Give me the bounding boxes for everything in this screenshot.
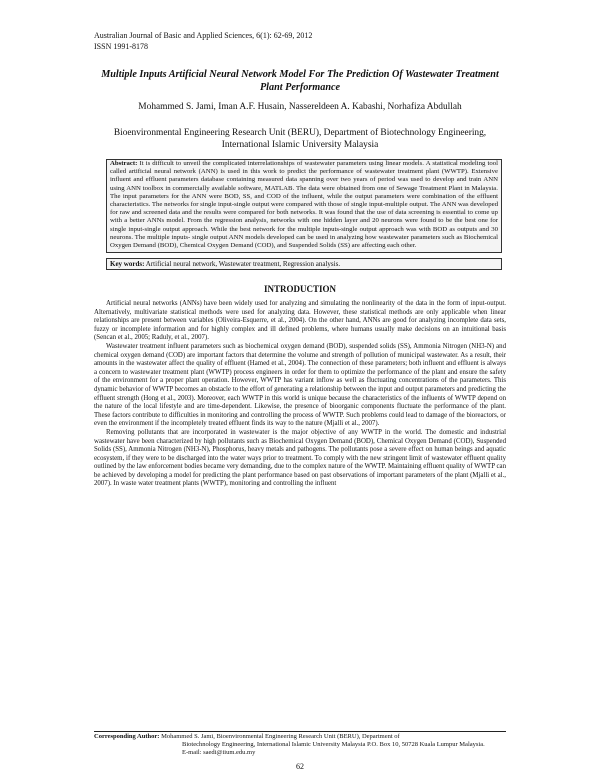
abstract-text: It is difficult to unveil the complicated interrelationships of wastewater parameters using linear models. A statistical modeling tool called artificial neural network (ANN) is used in this work to predict the performance of wastewater treatment plant (WWTP). Extensive influent and effluent parameters database containing measured data spanning over two years of period was used to develop and train ANN using ANN toolbox in commercially available software, MATLAB. The data were obtained from one of Sewage Treatment Plant in Malaysia. The input parameters for the ANN were BOD, SS, and COD of the influent, while the output parameters were combination of the effluent characteristics. The networks for single input-single output were compared with those of single input-multiple output. The ANN was developed for raw and screened data and the results were compared for both networks. It was found that the use of data screening is essential to come up with a better ANNs model. From the regression analysis, networks with one hidden layer and 20 neurons were found to be the best one for single input-single output approach. While the best network for the multiple inputs-single output approach was with BOD as outputs and 30 neurons. The multiple inputs- single output ANN models developed can be used in analyzing how wastewater parameters such as Biochemical Oxygen Demand (BOD), Chemical Oxygen Demand (COD), and Suspended Solids (SS) are affecting each other. bbox=[110, 160, 499, 250]
corresponding-author-name: Mohammed S. Jami, Bioenvironmental Engineering Research Unit (BERU), Department of bbox=[161, 733, 400, 740]
keywords-text: Artificial neural network, Wastewater treatment, Regression analysis. bbox=[145, 260, 341, 268]
authors: Mohammed S. Jami, Iman A.F. Husain, Nassereldeen A. Kabashi, Norhafiza Abdullah bbox=[138, 102, 462, 112]
section-heading-introduction: INTRODUCTION bbox=[263, 284, 336, 294]
page-number: 62 bbox=[296, 762, 304, 771]
abstract-box bbox=[106, 159, 502, 253]
introduction-body bbox=[94, 300, 506, 730]
keywords-label: Key words: bbox=[110, 260, 145, 268]
keywords-box bbox=[106, 258, 502, 270]
keywords bbox=[110, 259, 498, 269]
footnote-divider bbox=[94, 731, 506, 732]
issn: ISSN 1991-8178 bbox=[94, 42, 149, 51]
paper-title: Multiple Inputs Artificial Neural Network Model For The Prediction Of Wastewater Treatment Plant Performance bbox=[101, 69, 499, 93]
corresponding-author-email[interactable]: E-mail: saedi@iium.edu.my bbox=[182, 749, 256, 757]
corresponding-author bbox=[94, 733, 506, 758]
corresponding-author-address: Biotechnology Engineering, International Islamic University Malaysia P.O. Box 10, 50728 Kuala Lumpur Malaysia. bbox=[182, 741, 485, 749]
paragraph-3: Removing pollutants that are incorporated in wastewater is the major objective of any WWTP in the world. The domestic and industrial wastewater have been characterized by high pollutants such as Biochemical Oxygen Demand (BOD), Chemical Oxygen Demand (COD), Suspended Solids (SS), Ammonia Nitrogen (NH3-N), Phosphorus, heavy metals and pathogens. The pollutants pose a severe effect on human beings and aquatic ecosystem, if they were to be discharged into the water ways prior to treatment. To comply with the new stringent limit of wastewater effluent quality outlined by the law enforcement bodies became very demanding, due to the complex nature of the WWTP. Maintaining effluent quality of WWTP can be achieved by developing a model for predicting the plant performance based on past observations of important parameters of the plant (Mjalli et al., 2007). In waste water treatment plants (WWTP), monitoring and controlling the influent bbox=[94, 428, 506, 488]
abstract-label: Abstract: bbox=[110, 160, 138, 167]
affiliation: Bioenvironmental Engineering Research Unit (BERU), Department of Biotechnology Engineering, International Islamic University Malaysia bbox=[113, 128, 487, 150]
journal-citation: Australian Journal of Basic and Applied Sciences, 6(1): 62-69, 2012 bbox=[94, 31, 313, 40]
paragraph-1: Artificial neural networks (ANNs) have been widely used for analyzing and simulating the nonlinearity of the data in the form of input-output. Alternatively, multivariate statistical methods were used for analyzing data. However, these statistical methods are only applicable when linear relationships are present between variables (Oliveira-Esquerre, et al., 2004). On the other hand, ANNs are good for analyzing incomplete data sets, fuzzy or incomplete information and for highly complex and ill defined problems, where humans usually make decisions on an intuitional basis (Sencan et al., 2005; Raduly, et al., 2007). bbox=[94, 300, 506, 342]
corresponding-author-label: Corresponding Author: bbox=[94, 733, 160, 740]
abstract bbox=[110, 160, 498, 250]
paragraph-2: Wastewater treatment influent parameters such as biochemical oxygen demand (BOD), suspended solids (SS), Ammonia Nitrogen (NH3-N) and chemical oxygen demand (COD) are important factors that determine the volume and strength of pollution of municipal wastewater. As a result, their amounts in the wastewater affect the quality of effluent (Hamed et al., 2004). The connection of these parameters; both influent and effluent is always a concern to wastewater treatment plant (WWTP) process engineers in order for them to optimize the performance of the plant and ensure the safety of the environment for a proper plant operation. However, WWTP has variant inflow as well as fluctuating concentrations of the parameters. This dynamic behavior of WWTP becomes an obstacle to the effort of generating a relationship between the input and output parameters and predicting the effluent strength (Hong et al., 2003). Moreover, each WWTP in this world is unique because the characteristics of the influents of WWTP depend on the nature of the local lifestyle and are time-dependent. Likewise, the presence of bioorganic components fluctuate the performance of the plant. These factors contribute to difficulties in monitoring and controlling the process of WWTP. Such problems could lead to damage of the bioreactors, or even the environment if the incompletely treated effluent finds its way to the nature (Mjalli et al., 2007). bbox=[94, 342, 506, 428]
